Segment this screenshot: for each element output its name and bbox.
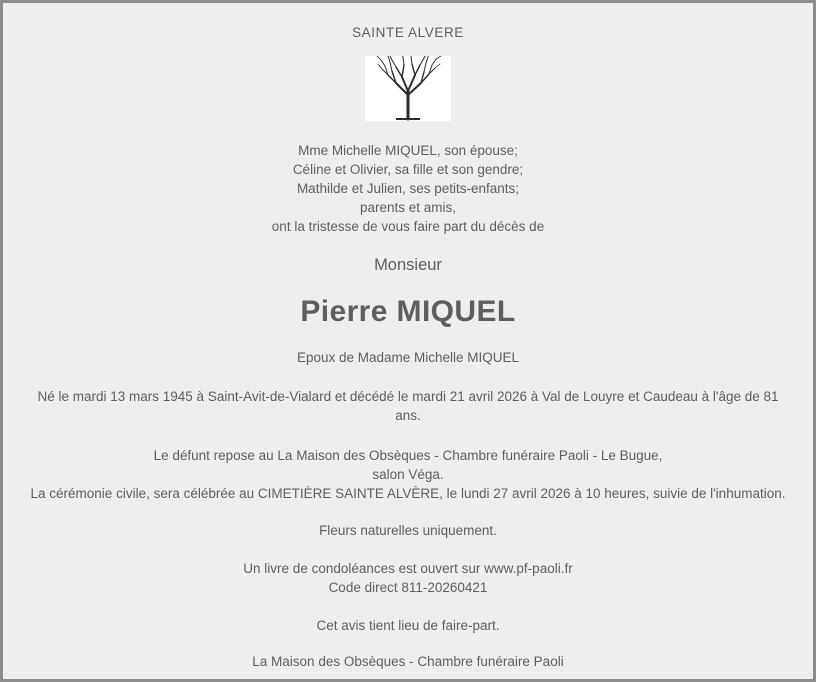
repose-line: La cérémonie civile, sera célébrée au CIMETIÈRE SAINTE ALVÈRE, le lundi 27 avril 2026 à 10 heures, suivie de l'inhumation.: [30, 486, 786, 501]
family-line: parents et amis,: [359, 200, 457, 215]
deceased-name: Pierre MIQUEL: [300, 295, 516, 328]
locality-label: SAINTE ALVERE: [352, 25, 464, 40]
repose-line: salon Véga.: [372, 467, 444, 482]
condolences-link-line[interactable]: Un livre de condoléances est ouvert sur www.pf-paoli.fr: [243, 561, 573, 576]
repose-line: Le défunt repose au La Maison des Obsèques - Chambre funéraire Paoli - Le Bugue,: [153, 448, 663, 463]
family-announcement: [272, 141, 544, 236]
family-line: Mathilde et Julien, ses petits-enfants;: [296, 181, 520, 196]
ceremony-details: [31, 446, 786, 503]
family-line: Céline et Olivier, sa fille et son gendre;: [292, 162, 524, 177]
family-line: Mme Michelle MIQUEL, son épouse;: [298, 143, 518, 158]
condolences-block: [243, 559, 572, 597]
funeral-home-name: La Maison des Obsèques - Chambre funéraire Paoli: [252, 654, 564, 669]
flowers-note: Fleurs naturelles uniquement.: [319, 523, 497, 538]
notice-kind-line: Cet avis tient lieu de faire-part.: [316, 618, 500, 633]
honorific-title: Monsieur: [374, 256, 442, 274]
birth-death-details: Né le mardi 13 mars 1945 à Saint-Avit-de-Vialard et décédé le mardi 21 avril 2026 à Val de Louyre et Caudeau à l'âge de 81 ans.: [37, 389, 779, 423]
family-line: ont la tristesse de vous faire part du décès de: [271, 219, 545, 234]
bare-tree-icon: [365, 56, 451, 121]
condolences-code-line: Code direct 811-20260421: [328, 580, 488, 595]
spouse-line: Epoux de Madame Michelle MIQUEL: [296, 350, 520, 365]
